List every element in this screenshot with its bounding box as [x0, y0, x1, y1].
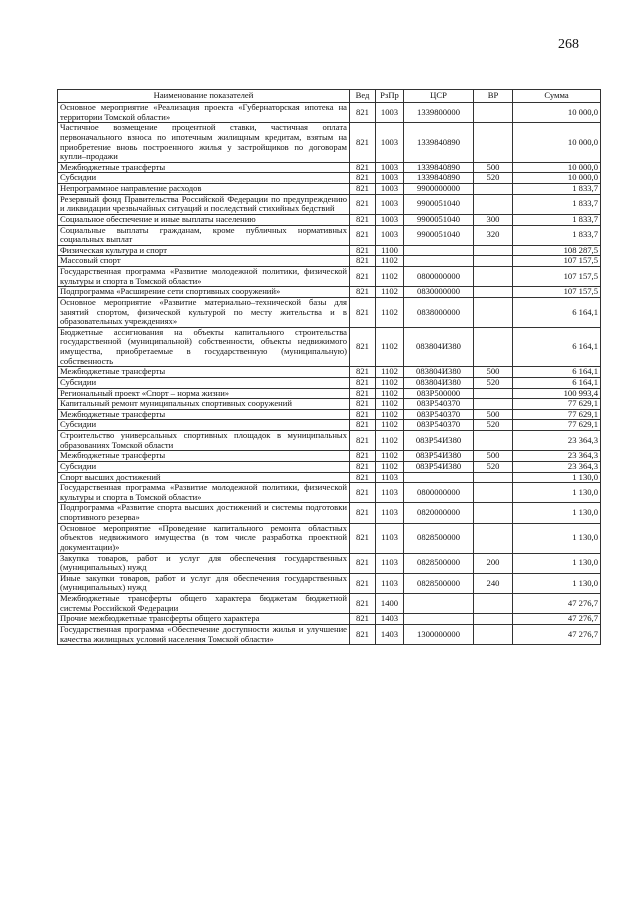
row-vr: [474, 103, 513, 123]
row-csr: 9900051040: [404, 214, 474, 225]
row-name: Государственная программа «Развитие молодежной политики, физической культуры и спорта в Томской области»: [58, 267, 350, 287]
table-row: [58, 451, 601, 462]
row-sum: 77 629,1: [513, 409, 601, 420]
row-vr: [474, 483, 513, 503]
row-name: Региональный проект «Спорт – норма жизни»: [58, 388, 350, 399]
row-csr: [404, 256, 474, 267]
row-vr: [474, 267, 513, 287]
row-vr: 200: [474, 553, 513, 573]
row-sum: 1 130,0: [513, 523, 601, 553]
row-sum: 10 000,0: [513, 123, 601, 163]
row-name: Бюджетные ассигнования на объекты капитального строительства государственной (муниципальной) собственности, объекты недвижимого имущества, приобретаемые в государственную (муниципальную) собственность: [58, 327, 350, 367]
row-csr: 9900051040: [404, 194, 474, 214]
row-rzpr: 1003: [376, 103, 404, 123]
row-ved: 821: [350, 377, 376, 388]
row-rzpr: 1400: [376, 594, 404, 614]
row-sum: 23 364,3: [513, 431, 601, 451]
header-csr: ЦСР: [404, 90, 474, 103]
table-row: [58, 214, 601, 225]
row-ved: 821: [350, 594, 376, 614]
row-csr: 083804И380: [404, 327, 474, 367]
row-ved: 821: [350, 553, 376, 573]
row-vr: 500: [474, 409, 513, 420]
row-name: Закупка товаров, работ и услуг для обеспечения государственных (муниципальных) нужд: [58, 553, 350, 573]
row-vr: [474, 594, 513, 614]
row-name: Государственная программа «Развитие молодежной политики, физической культуры и спорта в Томской области»: [58, 483, 350, 503]
row-ved: 821: [350, 420, 376, 431]
table-row: [58, 184, 601, 195]
table-row: [58, 503, 601, 523]
row-rzpr: 1102: [376, 327, 404, 367]
row-sum: 23 364,3: [513, 461, 601, 472]
row-sum: 107 157,5: [513, 267, 601, 287]
row-rzpr: 1102: [376, 367, 404, 378]
row-rzpr: 1103: [376, 472, 404, 483]
row-rzpr: 1103: [376, 573, 404, 593]
row-csr: 0838000000: [404, 297, 474, 327]
table-row: [58, 194, 601, 214]
table-row: [58, 573, 601, 593]
table-row: [58, 614, 601, 625]
row-vr: [474, 399, 513, 410]
row-name: Социальные выплаты гражданам, кроме публичных нормативных социальных выплат: [58, 225, 350, 245]
row-name: Капитальный ремонт муниципальных спортивных сооружений: [58, 399, 350, 410]
row-vr: [474, 245, 513, 256]
row-name: Массовый спорт: [58, 256, 350, 267]
row-ved: 821: [350, 287, 376, 298]
row-sum: 77 629,1: [513, 399, 601, 410]
row-rzpr: 1102: [376, 451, 404, 462]
row-vr: [474, 297, 513, 327]
table-row: [58, 624, 601, 644]
row-sum: 77 629,1: [513, 420, 601, 431]
row-ved: 821: [350, 431, 376, 451]
row-csr: 083P540370: [404, 420, 474, 431]
row-csr: 083P500000: [404, 388, 474, 399]
row-name: Субсидии: [58, 420, 350, 431]
table-row: [58, 388, 601, 399]
row-sum: 108 287,5: [513, 245, 601, 256]
row-csr: 0828500000: [404, 523, 474, 553]
row-ved: 821: [350, 225, 376, 245]
row-csr: 9900051040: [404, 225, 474, 245]
row-ved: 821: [350, 451, 376, 462]
row-rzpr: 1102: [376, 287, 404, 298]
row-ved: 821: [350, 523, 376, 553]
row-name: Социальное обеспечение и иные выплаты населению: [58, 214, 350, 225]
row-vr: [474, 327, 513, 367]
row-name: Межбюджетные трансферты: [58, 409, 350, 420]
row-vr: [474, 287, 513, 298]
row-sum: 23 364,3: [513, 451, 601, 462]
row-name: Межбюджетные трансферты общего характера бюджетам бюджетной системы Российской Федерации: [58, 594, 350, 614]
row-vr: [474, 503, 513, 523]
row-name: Субсидии: [58, 461, 350, 472]
row-sum: 1 833,7: [513, 214, 601, 225]
row-sum: 100 993,4: [513, 388, 601, 399]
row-name: Иные закупки товаров, работ и услуг для обеспечения государственных (муниципальных) нужд: [58, 573, 350, 593]
row-sum: 6 164,1: [513, 367, 601, 378]
header-vr: ВР: [474, 90, 513, 103]
row-ved: 821: [350, 162, 376, 173]
row-rzpr: 1102: [376, 399, 404, 410]
row-vr: 500: [474, 367, 513, 378]
row-csr: 1339840890: [404, 162, 474, 173]
row-vr: [474, 184, 513, 195]
row-name: Основное мероприятие «Реализация проекта «Губернаторская ипотека на территории Томской области»: [58, 103, 350, 123]
table-row: [58, 523, 601, 553]
row-csr: 1339800000: [404, 103, 474, 123]
row-csr: 083804И380: [404, 377, 474, 388]
row-ved: 821: [350, 103, 376, 123]
row-csr: [404, 594, 474, 614]
row-rzpr: 1103: [376, 523, 404, 553]
row-sum: 47 276,7: [513, 614, 601, 625]
row-vr: 300: [474, 214, 513, 225]
table-row: [58, 123, 601, 163]
row-rzpr: 1100: [376, 245, 404, 256]
row-csr: 0800000000: [404, 483, 474, 503]
row-name: Непрограммное направление расходов: [58, 184, 350, 195]
row-name: Государственная программа «Обеспечение доступности жилья и улучшение качества жилищных условий населения Томской области»: [58, 624, 350, 644]
row-ved: 821: [350, 399, 376, 410]
row-csr: [404, 472, 474, 483]
row-rzpr: 1102: [376, 267, 404, 287]
table-row: [58, 483, 601, 503]
row-ved: 821: [350, 184, 376, 195]
row-ved: 821: [350, 409, 376, 420]
row-sum: 1 130,0: [513, 472, 601, 483]
row-ved: 821: [350, 614, 376, 625]
row-vr: [474, 431, 513, 451]
row-rzpr: 1003: [376, 225, 404, 245]
row-sum: 1 130,0: [513, 483, 601, 503]
row-ved: 821: [350, 461, 376, 472]
row-rzpr: 1003: [376, 162, 404, 173]
row-name: Основное мероприятие «Проведение капитального ремонта областных объектов недвижимого имущества (в том числе разработка проектной документации)»: [58, 523, 350, 553]
row-vr: 520: [474, 420, 513, 431]
row-csr: [404, 614, 474, 625]
row-vr: [474, 256, 513, 267]
row-rzpr: 1103: [376, 503, 404, 523]
row-rzpr: 1003: [376, 184, 404, 195]
row-ved: 821: [350, 297, 376, 327]
row-ved: 821: [350, 503, 376, 523]
table-row: [58, 103, 601, 123]
row-vr: 320: [474, 225, 513, 245]
header-name: Наименование показателей: [58, 90, 350, 103]
table-row: [58, 287, 601, 298]
table-row: [58, 399, 601, 410]
table-row: [58, 225, 601, 245]
row-csr: 083P540370: [404, 409, 474, 420]
row-vr: [474, 523, 513, 553]
row-ved: 821: [350, 483, 376, 503]
table-row: [58, 409, 601, 420]
row-sum: 6 164,1: [513, 377, 601, 388]
row-ved: 821: [350, 327, 376, 367]
row-sum: 1 130,0: [513, 503, 601, 523]
row-ved: 821: [350, 173, 376, 184]
row-rzpr: 1403: [376, 614, 404, 625]
row-rzpr: 1003: [376, 214, 404, 225]
row-vr: [474, 472, 513, 483]
row-csr: 0820000000: [404, 503, 474, 523]
row-csr: 083804И380: [404, 367, 474, 378]
table-row: [58, 431, 601, 451]
row-rzpr: 1103: [376, 483, 404, 503]
row-ved: 821: [350, 573, 376, 593]
header-sum: Сумма: [513, 90, 601, 103]
table-row: [58, 377, 601, 388]
row-rzpr: 1102: [376, 377, 404, 388]
row-csr: 9900000000: [404, 184, 474, 195]
row-vr: [474, 624, 513, 644]
row-csr: 1339840890: [404, 123, 474, 163]
row-vr: 500: [474, 162, 513, 173]
row-name: Строительство универсальных спортивных площадок в муниципальных образованиях Томской области: [58, 431, 350, 451]
row-name: Подпрограмма «Развитие спорта высших достижений и системы подготовки спортивного резерва»: [58, 503, 350, 523]
table-row: [58, 256, 601, 267]
row-csr: 083P540370: [404, 399, 474, 410]
budget-table: [57, 89, 601, 645]
row-sum: 6 164,1: [513, 297, 601, 327]
row-csr: 0828500000: [404, 573, 474, 593]
row-ved: 821: [350, 123, 376, 163]
row-sum: 6 164,1: [513, 327, 601, 367]
row-rzpr: 1102: [376, 431, 404, 451]
row-csr: 1300000000: [404, 624, 474, 644]
row-sum: 1 833,7: [513, 225, 601, 245]
row-vr: [474, 614, 513, 625]
row-sum: 47 276,7: [513, 594, 601, 614]
row-ved: 821: [350, 214, 376, 225]
row-ved: 821: [350, 245, 376, 256]
row-vr: 520: [474, 377, 513, 388]
table-row: [58, 367, 601, 378]
row-sum: 107 157,5: [513, 256, 601, 267]
row-rzpr: 1102: [376, 256, 404, 267]
row-sum: 10 000,0: [513, 173, 601, 184]
row-name: Межбюджетные трансферты: [58, 367, 350, 378]
row-rzpr: 1003: [376, 194, 404, 214]
table-header-row: [58, 90, 601, 103]
row-vr: [474, 388, 513, 399]
row-sum: 47 276,7: [513, 624, 601, 644]
row-vr: 520: [474, 461, 513, 472]
row-sum: 1 833,7: [513, 184, 601, 195]
row-name: Межбюджетные трансферты: [58, 451, 350, 462]
row-sum: 10 000,0: [513, 162, 601, 173]
row-rzpr: 1103: [376, 553, 404, 573]
row-csr: 0830000000: [404, 287, 474, 298]
table-row: [58, 420, 601, 431]
row-name: Субсидии: [58, 173, 350, 184]
row-csr: 1339840890: [404, 173, 474, 184]
row-name: Межбюджетные трансферты: [58, 162, 350, 173]
row-vr: 520: [474, 173, 513, 184]
row-ved: 821: [350, 367, 376, 378]
header-ved: Вед: [350, 90, 376, 103]
row-rzpr: 1102: [376, 297, 404, 327]
row-vr: 500: [474, 451, 513, 462]
row-sum: 10 000,0: [513, 103, 601, 123]
table-row: [58, 461, 601, 472]
row-vr: [474, 123, 513, 163]
row-name: Физическая культура и спорт: [58, 245, 350, 256]
row-name: Спорт высших достижений: [58, 472, 350, 483]
row-ved: 821: [350, 194, 376, 214]
table-row: [58, 162, 601, 173]
row-vr: 240: [474, 573, 513, 593]
row-sum: 107 157,5: [513, 287, 601, 298]
table-row: [58, 267, 601, 287]
table-row: [58, 297, 601, 327]
row-csr: 083P54И380: [404, 431, 474, 451]
row-name: Прочие межбюджетные трансферты общего характера: [58, 614, 350, 625]
row-name: Частичное возмещение процентной ставки, частичная оплата первоначального взноса по ипотечным жилищным кредитам, взятым на приобретение вновь построенного жилья у застройщиков по договорам купли–продажи: [58, 123, 350, 163]
row-csr: 083P54И380: [404, 461, 474, 472]
row-ved: 821: [350, 624, 376, 644]
row-name: Основное мероприятие «Развитие материально–технической базы для занятий спортом, физической культурой по месту жительства и в образовательных учреждениях»: [58, 297, 350, 327]
row-sum: 1 833,7: [513, 194, 601, 214]
table-row: [58, 553, 601, 573]
table-row: [58, 327, 601, 367]
row-rzpr: 1102: [376, 420, 404, 431]
row-csr: 0828500000: [404, 553, 474, 573]
row-name: Субсидии: [58, 377, 350, 388]
page-number: 268: [558, 37, 579, 52]
row-rzpr: 1003: [376, 173, 404, 184]
row-rzpr: 1102: [376, 409, 404, 420]
row-name: Подпрограмма «Расширение сети спортивных сооружений»: [58, 287, 350, 298]
table-row: [58, 472, 601, 483]
row-csr: [404, 245, 474, 256]
row-csr: 0800000000: [404, 267, 474, 287]
row-sum: 1 130,0: [513, 553, 601, 573]
row-ved: 821: [350, 256, 376, 267]
row-rzpr: 1003: [376, 123, 404, 163]
row-rzpr: 1102: [376, 461, 404, 472]
row-vr: [474, 194, 513, 214]
row-rzpr: 1102: [376, 388, 404, 399]
row-rzpr: 1403: [376, 624, 404, 644]
table-row: [58, 245, 601, 256]
header-rzpr: РзПр: [376, 90, 404, 103]
row-name: Резервный фонд Правительства Российской Федерации по предупреждению и ликвидации чрезвычайных ситуаций и последствий стихийных бедствий: [58, 194, 350, 214]
row-ved: 821: [350, 267, 376, 287]
table-row: [58, 594, 601, 614]
table-row: [58, 173, 601, 184]
row-ved: 821: [350, 472, 376, 483]
row-ved: 821: [350, 388, 376, 399]
row-sum: 1 130,0: [513, 573, 601, 593]
row-csr: 083P54И380: [404, 451, 474, 462]
